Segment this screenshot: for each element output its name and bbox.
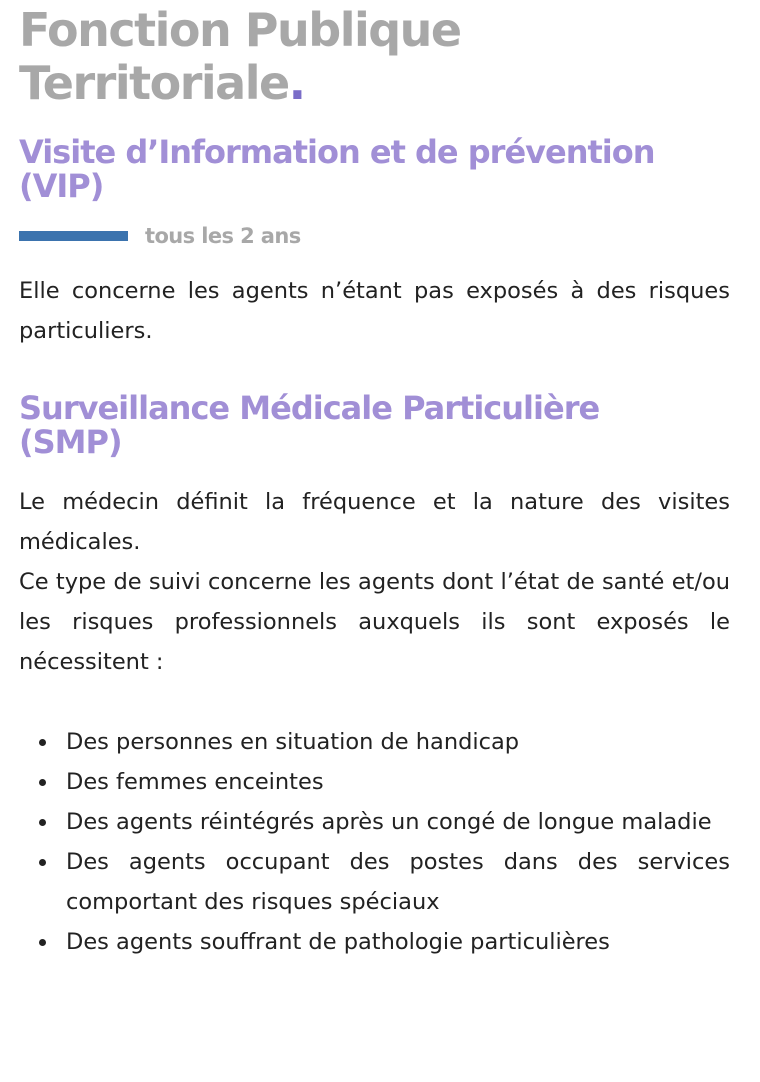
vip-frequency-row — [19, 223, 730, 249]
list-item: Des agents souffrant de pathologie particulières — [66, 922, 730, 962]
frequency-accent-bar — [19, 231, 128, 241]
smp-title-line1: Surveillance Médicale Particulière — [19, 389, 600, 427]
smp-bullet-list — [19, 722, 730, 962]
list-item: Des agents réintégrés après un congé de longue maladie — [66, 802, 730, 842]
smp-section-title — [19, 391, 730, 459]
page-title — [19, 0, 730, 110]
document-page — [19, 0, 730, 962]
page-title-dot: . — [288, 56, 305, 110]
page-title-line2: Territoriale — [19, 56, 289, 110]
paragraph-spacer — [19, 682, 730, 722]
vip-description: Elle concerne les agents n’étant pas exposés à des risques particuliers. — [19, 278, 730, 344]
vip-frequency-label: tous les 2 ans — [145, 224, 301, 248]
smp-paragraph-2: Ce type de suivi concerne les agents dont l’état de santé et/ou les risques professionnels auxquels ils sont exposés le nécessitent : — [19, 569, 730, 675]
list-item: Des femmes enceintes — [66, 762, 730, 802]
list-item: Des personnes en situation de handicap — [66, 722, 730, 762]
vip-title-line2: (VIP) — [19, 167, 104, 205]
smp-paragraph-1: Le médecin définit la fréquence et la nature des visites médicales. — [19, 489, 730, 555]
smp-title-line2: (SMP) — [19, 423, 122, 461]
vip-title-line1: Visite d’Information et de prévention — [19, 133, 655, 171]
vip-section-title — [19, 135, 730, 203]
page-title-line1: Fonction Publique — [19, 3, 461, 57]
list-item: Des agents occupant des postes dans des services comportant des risques spéciaux — [66, 842, 730, 922]
